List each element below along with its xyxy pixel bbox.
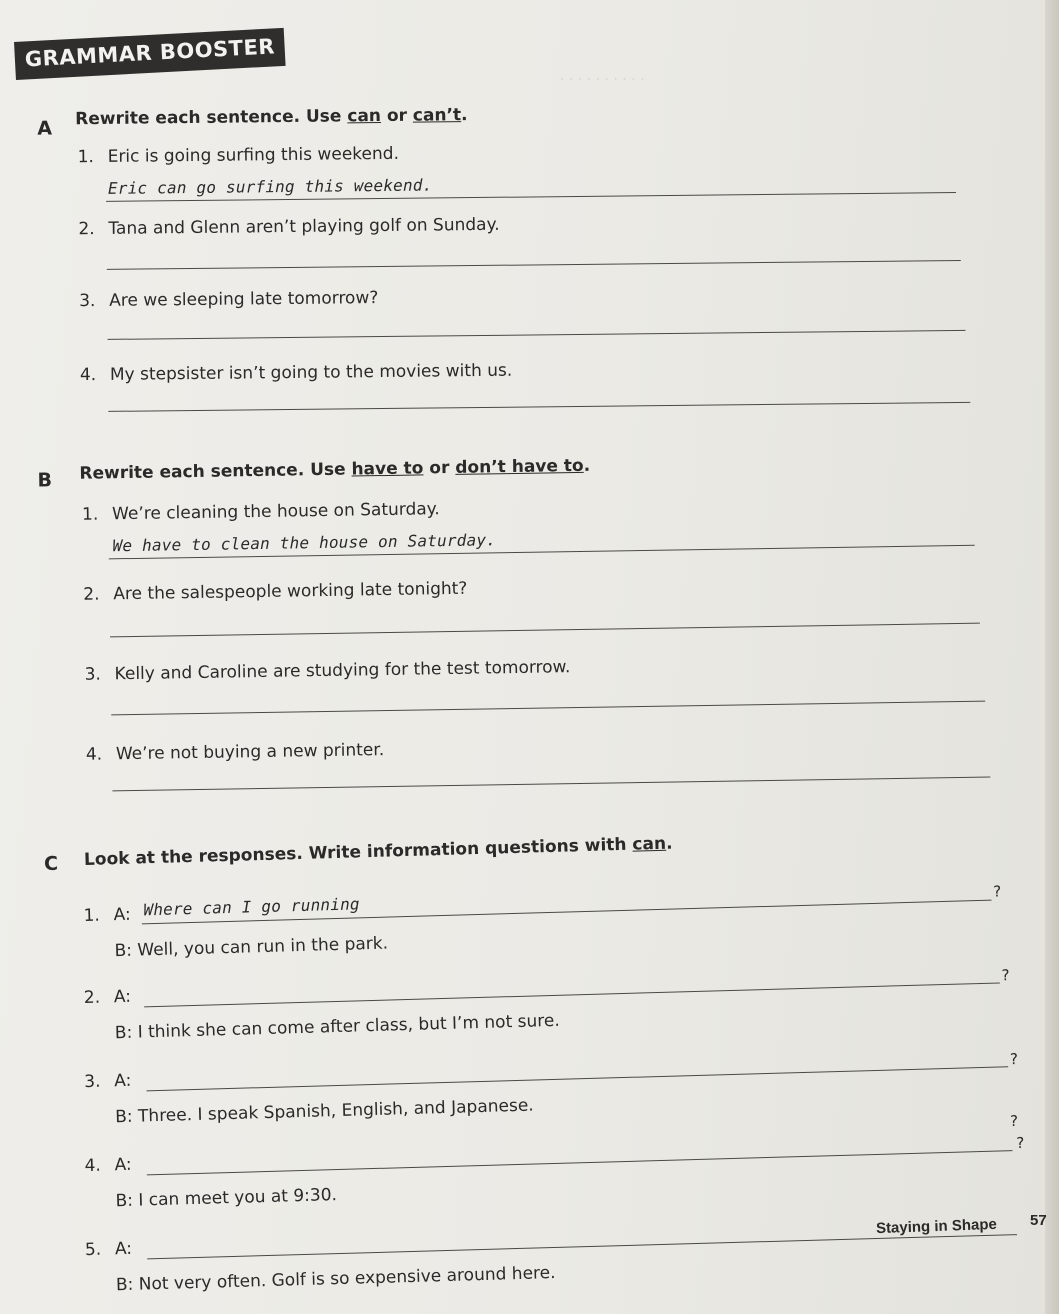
section-a-letter: A	[37, 117, 53, 140]
section-c-item-4-a: 4. A:	[84, 1154, 132, 1177]
section-a-answer-line-3[interactable]	[108, 330, 966, 340]
page-number: 57	[1030, 1212, 1047, 1229]
section-b-item-1: 1. We’re cleaning the house on Saturday.	[81, 499, 440, 525]
section-c-qmark-5: ?	[1010, 1112, 1018, 1130]
section-c-qmark-4: ?	[1016, 1133, 1025, 1153]
section-c-answer-line-2[interactable]	[144, 982, 1000, 1007]
section-c-instruction: Look at the responses. Write information questions with can.	[83, 833, 673, 870]
section-b-item-3: 3. Kelly and Caroline are studying for the test tomorrow.	[84, 657, 571, 685]
section-c-item-1-b: B: Well, you can run in the park.	[114, 933, 389, 962]
section-a-answer-line-2[interactable]	[107, 260, 961, 270]
section-c-qmark-3: ?	[1009, 1049, 1019, 1069]
section-c-answer-line-5[interactable]	[147, 1234, 1017, 1259]
grammar-booster-label: GRAMMAR BOOSTER	[14, 28, 286, 80]
section-c-item-5-a: 5. A:	[84, 1238, 133, 1261]
section-a-item-4: 4. My stepsister isn’t going to the movies with us.	[79, 360, 513, 386]
section-a-item-1: 1. Eric is going surfing this weekend.	[77, 143, 400, 168]
section-b-answer-1: We have to clean the house on Saturday.	[112, 530, 497, 556]
show-through-text: · · · · · · · · · ·	[560, 70, 645, 86]
section-c-answer-1: Where can I go running	[143, 894, 360, 920]
section-b-answer-line-4[interactable]	[112, 777, 990, 792]
section-c-item-2-a: 2. A:	[83, 986, 132, 1009]
section-c-item-2-b: B: I think she can come after class, but I’m not sure.	[114, 1010, 561, 1044]
section-a-item-2: 2. Tana and Glenn aren’t playing golf on Sunday.	[78, 214, 500, 240]
unit-title: Staying in Shape	[875, 1215, 998, 1238]
section-c-item-3-b: B: Three. I speak Spanish, English, and Japanese.	[114, 1095, 534, 1128]
section-b-answer-line-3[interactable]	[111, 701, 985, 716]
section-a-answer-line-4[interactable]	[108, 402, 970, 412]
section-b-item-4: 4. We’re not buying a new printer.	[85, 740, 385, 765]
section-b-instruction: Rewrite each sentence. Use have to or don’t have to.	[79, 455, 591, 484]
section-b-letter: B	[37, 469, 53, 492]
section-a-instruction: Rewrite each sentence. Use can or can’t.	[75, 105, 468, 130]
page-edge	[1045, 0, 1059, 1314]
section-c-qmark-1: ?	[993, 882, 1002, 901]
section-c-item-4-b: B: I can meet you at 9:30.	[115, 1185, 338, 1212]
section-c-item-1-a: 1. A:	[83, 904, 131, 927]
section-c-answer-line-3[interactable]	[147, 1066, 1009, 1091]
section-b-item-2: 2. Are the salespeople working late tonight?	[83, 578, 468, 605]
section-c-letter: C	[43, 852, 59, 876]
section-c-answer-line-4[interactable]	[147, 1150, 1013, 1175]
section-c-item-3-a: 3. A:	[83, 1070, 132, 1093]
section-a-item-3: 3. Are we sleeping late tomorrow?	[79, 288, 379, 312]
section-b-answer-line-2[interactable]	[110, 623, 980, 638]
section-c-qmark-2: ?	[1001, 966, 1010, 985]
section-c-item-5-b: B: Not very often. Golf is so expensive around here.	[115, 1262, 556, 1296]
section-a-answer-1: Eric can go surfing this weekend.	[107, 175, 433, 198]
